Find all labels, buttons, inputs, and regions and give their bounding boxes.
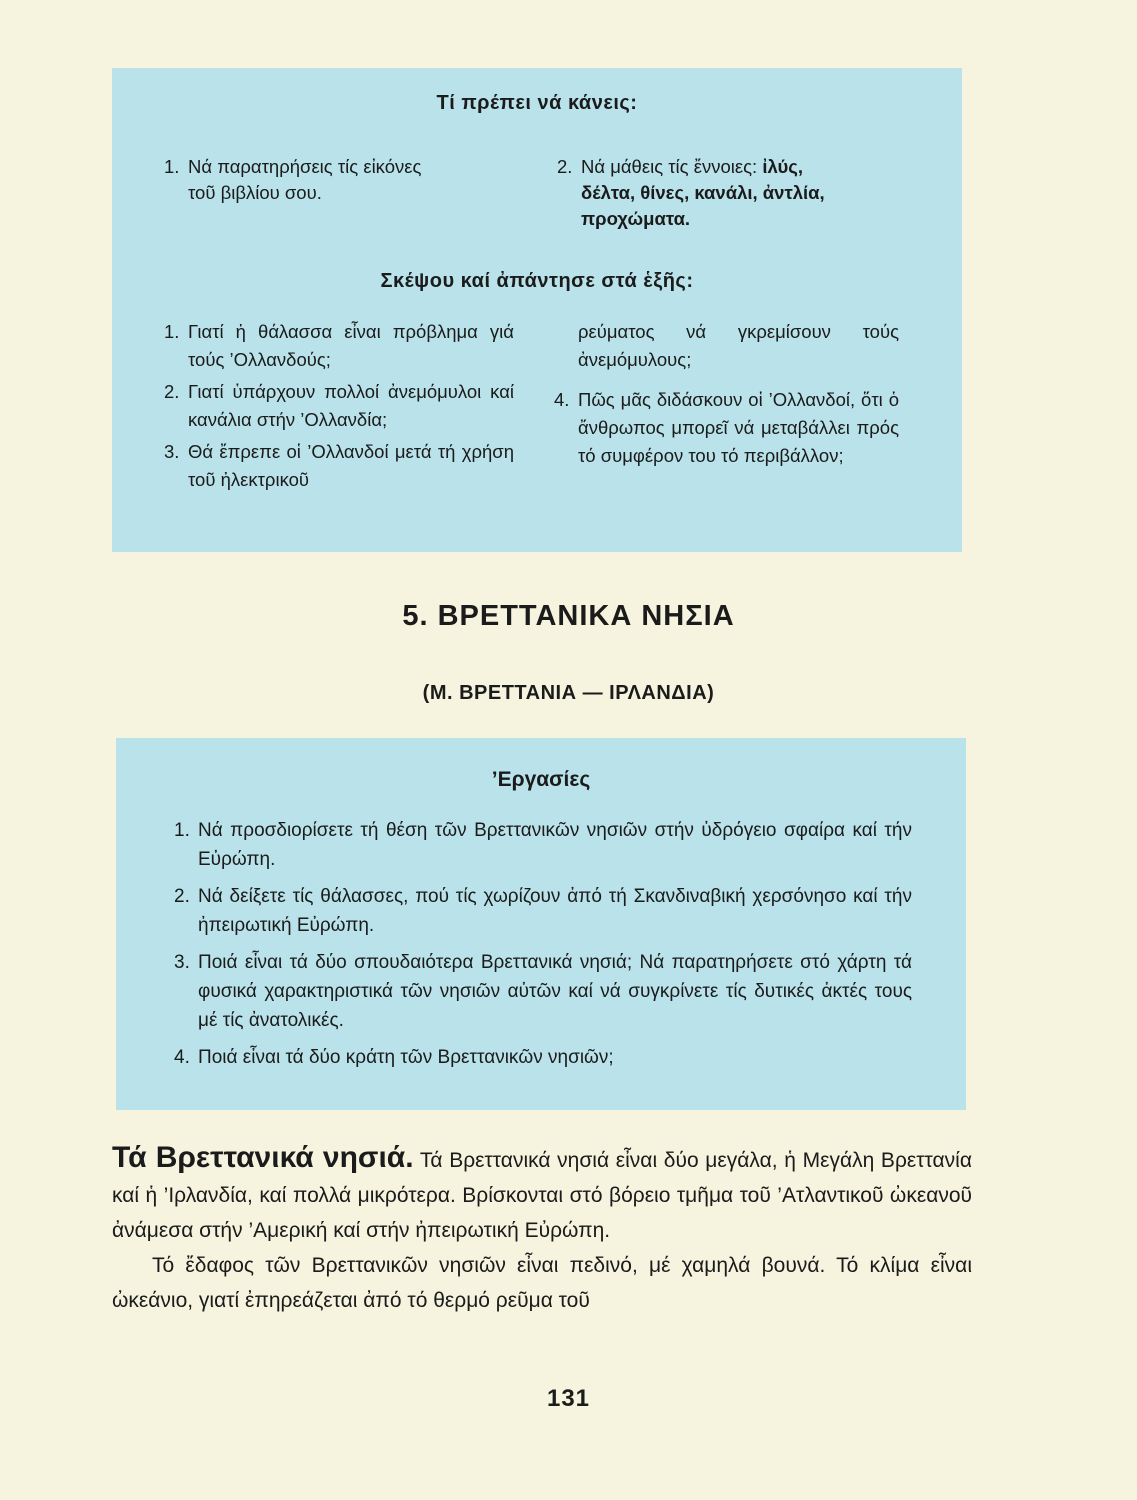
question-text: Θά ἔπρεπε οἱ ’Ολλανδοί μετά τή χρήση τοῦ ἠλεκτρικοῦ bbox=[188, 441, 514, 490]
question-continuation: ρεύματος νά γκρεμίσουν τούς ἀνεμόμυλους; bbox=[578, 321, 899, 370]
questions-column-left bbox=[164, 318, 514, 498]
question-text: Γιατί ἡ θάλασσα εἶναι πρόβλημα γιά τούς ’Ολλανδούς; bbox=[188, 321, 514, 370]
task-text-cont: τοῦ βιβλίου σου. bbox=[188, 182, 322, 203]
questions-column-right bbox=[554, 318, 899, 474]
body-text bbox=[112, 1140, 972, 1318]
body-paragraph: Τό ἔδαφος τῶν Βρεττανικῶν νησιῶν εἶναι πεδινό, μέ χαμηλά βουνά. Τό κλίμα εἶναι ὠκεάνιο, γιατί ἐπηρεάζεται ἀπό τό θερμό ρεῦμα τοῦ bbox=[112, 1254, 972, 1312]
exercise-text: Νά δείξετε τίς θάλασσες, πού τίς χωρίζουν ἀπό τή Σκανδιναβική χερσόνησο καί τήν ἠπειρωτική Εὐρώπη. bbox=[198, 886, 912, 936]
question-number: 2. bbox=[164, 381, 180, 402]
page-number: 131 bbox=[546, 1385, 591, 1412]
exercises-list bbox=[174, 816, 912, 1080]
body-paragraph bbox=[112, 1140, 972, 1248]
exercises-heading: ’Εργασίες bbox=[491, 768, 591, 791]
task-text: Νά παρατηρήσεις τίς εἰκόνες bbox=[188, 156, 422, 177]
questions-heading: Σκέψου καί ἀπάντησε στά ἑξῆς: bbox=[380, 270, 694, 292]
chapter-subtitle: (Μ. ΒΡΕΤΤΑΝΙΑ — ΙΡΛΑΝΔΙΑ) bbox=[422, 682, 715, 704]
exercises-box bbox=[116, 738, 966, 1110]
exercise-text: Νά προσδιορίσετε τή θέση τῶν Βρεττανικῶν νησιῶν στήν ὑδρόγειο σφαίρα καί τήν Εὐρώπη. bbox=[198, 820, 912, 870]
question-text: Πῶς μᾶς διδάσκουν οἱ ’Ολλανδοί, ὅτι ὁ ἄνθρωπος μπορεῖ νά μεταβάλλει πρός τό συμφέρον του τό περιβάλλον; bbox=[578, 389, 899, 466]
question-number: 1. bbox=[164, 321, 180, 342]
section-lead: Τά Βρεττανικά νησιά. bbox=[112, 1141, 414, 1174]
question-item bbox=[554, 386, 899, 470]
exercise-item bbox=[174, 948, 912, 1035]
question-text: Γιατί ὑπάρχουν πολλοί ἀνεμόμυλοι καί κανάλια στήν ’Ολλανδία; bbox=[188, 381, 514, 430]
task-terms: δέλτα, θίνες, κανάλι, ἀντλία, bbox=[581, 182, 825, 203]
question-item bbox=[164, 438, 514, 494]
tasks-heading: Τί πρέπει νά κάνεις: bbox=[436, 92, 638, 114]
chapter-title: 5. ΒΡΕΤΤΑΝΙΚΑ ΝΗΣΙΑ bbox=[402, 600, 735, 632]
exercise-item bbox=[174, 1043, 912, 1072]
paragraph-text: Τά Βρεττανικά νησιά εἶναι δύο μεγάλα, ἡ Μεγάλη Βρεττανία καί ἡ ’Ιρλανδία, καί πολλά μικρότερα. Βρίσκονται στό βόρειο τμῆμα τοῦ ’Ατλαντικοῦ ὠκεανοῦ ἀνάμεσα στήν ’Αμερική καί στήν ἠπειρωτική Εὐρώπη. bbox=[112, 1149, 972, 1242]
question-item bbox=[164, 318, 514, 374]
exercise-number: 3. bbox=[174, 952, 190, 973]
exercise-number: 1. bbox=[174, 820, 190, 841]
question-number: 3. bbox=[164, 441, 180, 462]
task-terms: προχώματα. bbox=[581, 208, 691, 229]
task-item bbox=[557, 154, 957, 232]
tasks-row bbox=[164, 154, 954, 234]
task-item bbox=[164, 154, 504, 206]
exercise-text: Ποιά εἶναι τά δύο σπουδαιότερα Βρεττανικά νησιά; Νά παρατηρήσετε στό χάρτη τά φυσικά χαρακτηριστικά τῶν νησιῶν αὐτῶν καί νά συγκρίνετε τίς δυτικές ἀκτές τους μέ τίς ἀνατολικές. bbox=[198, 952, 912, 1031]
tasks-box bbox=[112, 68, 962, 552]
exercise-item bbox=[174, 882, 912, 940]
question-number: 4. bbox=[554, 389, 570, 410]
exercise-number: 2. bbox=[174, 886, 190, 907]
task-text: Νά μάθεις τίς ἔννοιες: bbox=[581, 156, 763, 177]
task-number: 2. bbox=[557, 156, 573, 177]
task-term: ἰλύς, bbox=[762, 156, 804, 177]
exercise-number: 4. bbox=[174, 1047, 190, 1068]
task-number: 1. bbox=[164, 156, 180, 177]
exercise-text: Ποιά εἶναι τά δύο κράτη τῶν Βρεττανικῶν νησιῶν; bbox=[198, 1047, 614, 1068]
exercise-item bbox=[174, 816, 912, 874]
question-item bbox=[164, 378, 514, 434]
